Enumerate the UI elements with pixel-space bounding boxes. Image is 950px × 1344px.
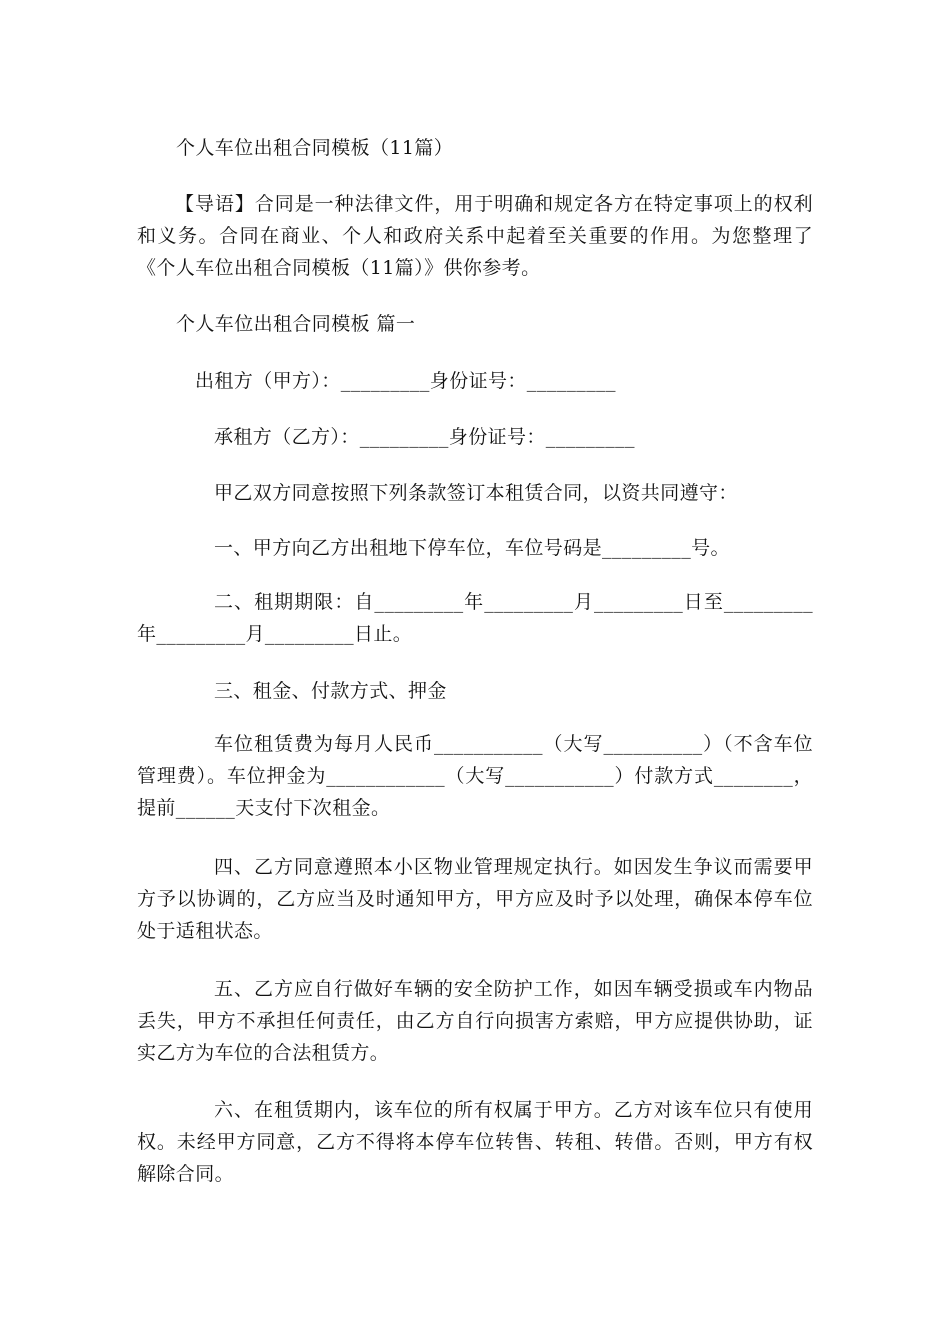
- agreement-line: 甲乙双方同意按照下列条款签订本租赁合同，以资共同遵守：: [214, 482, 738, 504]
- intro-paragraph: 【导语】合同是一种法律文件，用于明确和规定各方在特定事项上的权利和义务。合同在商业、个人和政府关系中起着至关重要的作用。为您整理了《个人车位出租合同模板（11篇）》供你参考。: [137, 193, 813, 279]
- clause-4: 四、乙方同意遵照本小区物业管理规定执行。如因发生争议而需要甲方予以协调的，乙方应当及时通知甲方，甲方应及时予以处理，确保本停车位处于适租状态。: [137, 856, 813, 942]
- section-heading: 个人车位出租合同模板 篇一: [176, 313, 416, 335]
- lessee-line: 承租方（乙方）：_________身份证号：_________: [214, 426, 635, 448]
- lessor-line: 出租方（甲方）：_________身份证号：_________: [195, 370, 616, 392]
- clause-3-heading: 三、租金、付款方式、押金: [214, 680, 447, 702]
- clause-6: 六、在租赁期内，该车位的所有权属于甲方。乙方对该车位只有使用权。未经甲方同意，乙方不得将本停车位转售、转租、转借。否则，甲方有权解除合同。: [137, 1099, 813, 1185]
- clause-2: 二、租期期限：自_________年_________月_________日至_________年_________月_________日止。: [137, 591, 813, 645]
- document-title: 个人车位出租合同模板（11篇）: [176, 137, 454, 159]
- clause-3-body: 车位租赁费为每月人民币___________（大写__________）（不含车位管理费）。车位押金为____________（大写___________）付款方式________，提前______天支付下次租金。: [137, 733, 813, 819]
- clause-5: 五、乙方应自行做好车辆的安全防护工作，如因车辆受损或车内物品丢失，甲方不承担任何责任，由乙方自行向损害方索赔，甲方应提供协助，证实乙方为车位的合法租赁方。: [137, 978, 813, 1064]
- clause-1: 一、甲方向乙方出租地下停车位，车位号码是_________号。: [214, 537, 730, 559]
